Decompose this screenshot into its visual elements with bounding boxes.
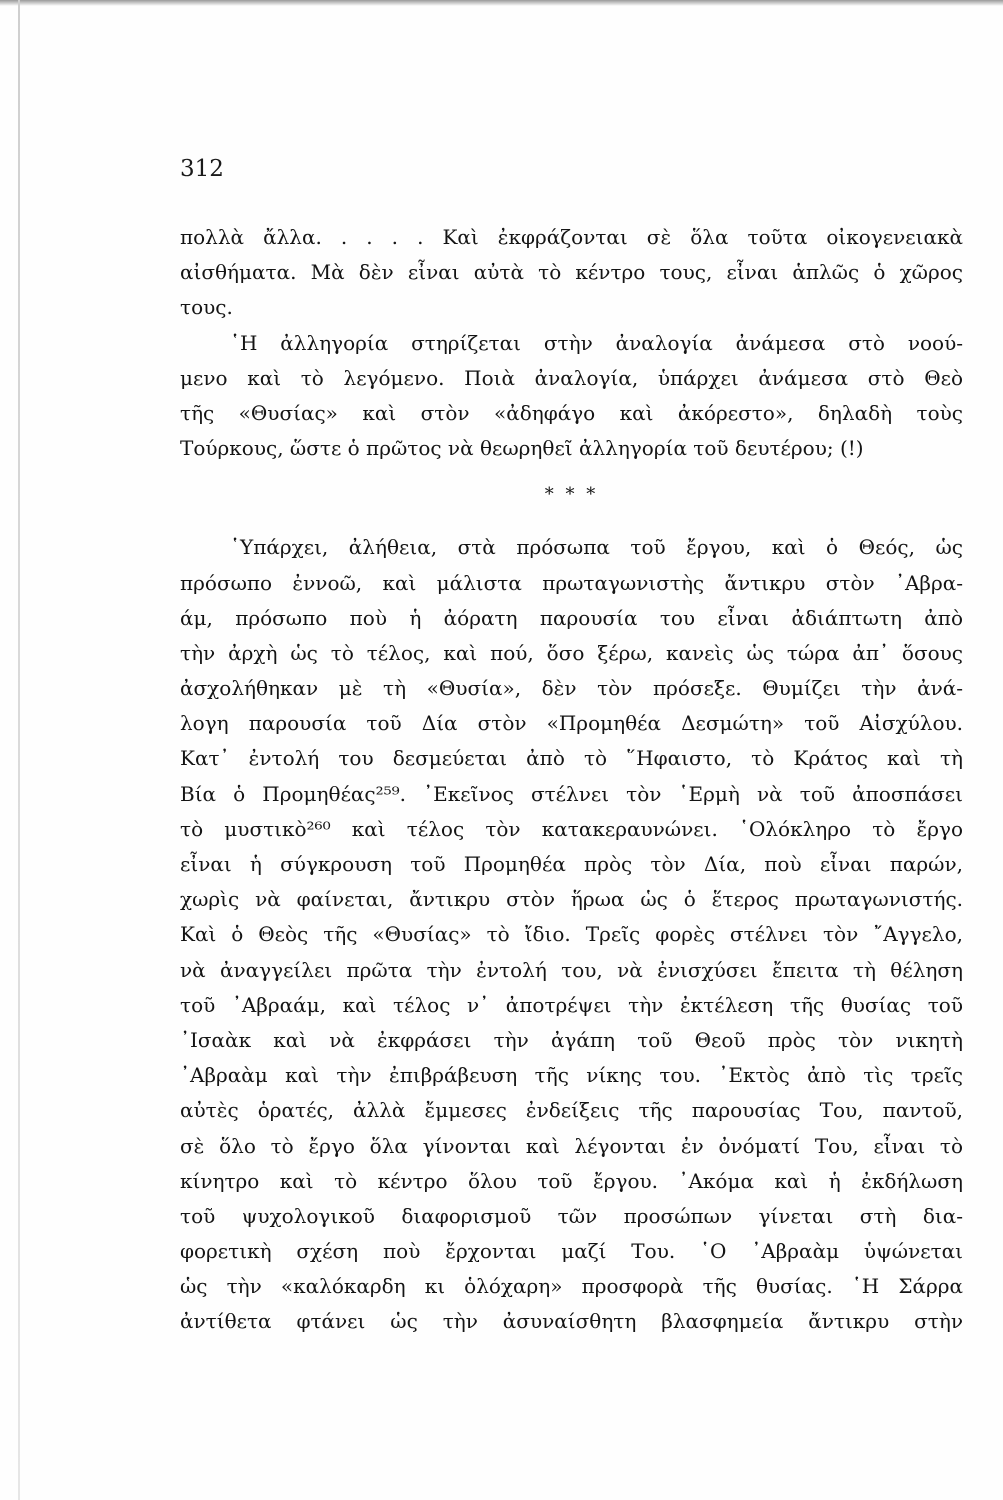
- page-edge: [18, 0, 20, 1500]
- text-line: φορετικὴ σχέση ποὺ ἔρχονται μαζί Του. ῾Ο ᾿Αβραὰμ ὑψώνεται: [180, 1239, 963, 1264]
- text-line: αἰσθήματα. Μὰ δὲν εἶναι αὐτὰ τὸ κέντρο τους, εἶναι ἁπλῶς ὁ χῶρος: [180, 260, 963, 285]
- text-line: τῆς «Θυσίας» καὶ στὸν «ἀδηφάγο καὶ ἀκόρεστο», δηλαδὴ τοὺς: [180, 400, 963, 425]
- text-line: ᾿Ισαὰκ καὶ νὰ ἐκφράσει τὴν ἀγάπη τοῦ Θεοῦ πρὸς τὸν νικητὴ: [180, 1027, 963, 1052]
- text-line: Βία ὁ Προμηθέας²⁵⁹. ᾿Εκεῖνος στέλνει τὸν ῾Ερμὴ νὰ τοῦ ἀποσπάσει: [180, 781, 963, 806]
- text-line: χωρὶς νὰ φαίνεται, ἄντικρυ στὸν ἥρωα ὡς ὁ ἕτερος πρωταγωνιστής.: [180, 887, 963, 912]
- text-line: ὡς τὴν «καλόκαρδη κι ὁλόχαρη» προσφορὰ τῆς θυσίας. ῾Η Σάρρα: [180, 1274, 963, 1299]
- body-text: [180, 220, 963, 1340]
- scan-top-shadow: [0, 0, 1003, 6]
- text-line: ῾Η ἀλληγορία στηρίζεται στὴν ἀναλογία ἀνάμεσα στὸ νοού-: [230, 330, 963, 355]
- text-line: άμ, πρόσωπο ποὺ ἡ ἀόρατη παρουσία του εἶναι ἀδιάπτωτη ἀπὸ: [180, 605, 963, 630]
- text-line: Τούρκους, ὥστε ὁ πρῶτος νὰ θεωρηθεῖ ἀλληγορία τοῦ δευτέρου; (!): [180, 436, 864, 461]
- text-line: τους.: [180, 295, 233, 320]
- text-line: ᾿Αβραὰμ καὶ τὴν ἐπιβράβευση τῆς νίκης του. ᾿Εκτὸς ἀπὸ τὶς τρεῖς: [180, 1063, 963, 1088]
- text-line: τοῦ ψυχολογικοῦ διαφορισμοῦ τῶν προσώπων γίνεται στὴ δια-: [180, 1203, 963, 1228]
- text-line: ἀσχολήθηκαν μὲ τὴ «Θυσία», δὲν τὸν πρόσεξε. Θυμίζει τὴν ἀνά-: [180, 676, 963, 701]
- text-line: Κατ᾿ ἐντολή του δεσμεύεται ἀπὸ τὸ ῞Ηφαιστο, τὸ Κράτος καὶ τὴ: [180, 746, 963, 771]
- text-line: λογη παρουσία τοῦ Δία στὸν «Προμηθέα Δεσμώτη» τοῦ Αἰσχύλου.: [180, 711, 963, 736]
- text-line: ἀντίθετα φτάνει ὡς τὴν ἀσυναίσθητη βλασφημεία ἄντικρυ στὴν: [180, 1309, 963, 1334]
- text-line: σὲ ὅλο τὸ ἔργο ὅλα γίνονται καὶ λέγονται ἐν ὀνόματί Του, εἶναι τὸ: [180, 1133, 963, 1158]
- text-line: Καὶ ὁ Θεὸς τῆς «Θυσίας» τὸ ἴδιο. Τρεῖς φορὲς στέλνει τὸν ῎Αγγελο,: [180, 922, 963, 947]
- text-line: εἶναι ἡ σύγκρουση τοῦ Προμηθέα πρὸς τὸν Δία, ποὺ εἶναι παρών,: [180, 852, 963, 876]
- section-separator: * * *: [544, 484, 599, 506]
- text-line: κίνητρο καὶ τὸ κέντρο ὅλου τοῦ ἔργου. ᾿Ακόμα καὶ ἡ ἐκδήλωση: [180, 1168, 963, 1193]
- text-line: τοῦ ᾿Αβραάμ, καὶ τέλος ν᾿ ἀποτρέψει τὴν ἐκτέλεση τῆς θυσίας τοῦ: [180, 992, 963, 1017]
- page-number: 312: [180, 156, 224, 182]
- text-line: ῾Υπάρχει, ἀλήθεια, στὰ πρόσωπα τοῦ ἔργου, καὶ ὁ Θεός, ὡς: [230, 535, 963, 560]
- text-line: πρόσωπο ἐννοῶ, καὶ μάλιστα πρωταγωνιστὴς ἄντικρυ στὸν ᾿Αβρα-: [180, 570, 963, 595]
- text-line: τὸ μυστικὸ²⁶⁰ καὶ τέλος τὸν κατακεραυνώνει. ῾Ολόκληρο τὸ ἔργο: [180, 816, 963, 841]
- text-line: μενο καὶ τὸ λεγόμενο. Ποιὰ ἀναλογία, ὑπάρχει ἀνάμεσα στὸ Θεὸ: [180, 365, 963, 390]
- text-line: νὰ ἀναγγείλει πρῶτα τὴν ἐντολή του, νὰ ἐνισχύσει ἔπειτα τὴ θέληση: [180, 957, 963, 982]
- text-line: αὐτὲς ὁρατές, ἀλλὰ ἔμμεσες ἐνδείξεις τῆς παρουσίας Του, παντοῦ,: [180, 1098, 963, 1123]
- text-line: πολλὰ ἄλλα. . . . . Καὶ ἐκφράζονται σὲ ὅλα τοῦτα οἰκογενειακὰ: [180, 225, 963, 249]
- text-line: τὴν ἀρχὴ ὡς τὸ τέλος, καὶ πού, ὅσο ξέρω, κανεὶς ὡς τώρα ἀπ᾿ ὅσους: [180, 640, 963, 665]
